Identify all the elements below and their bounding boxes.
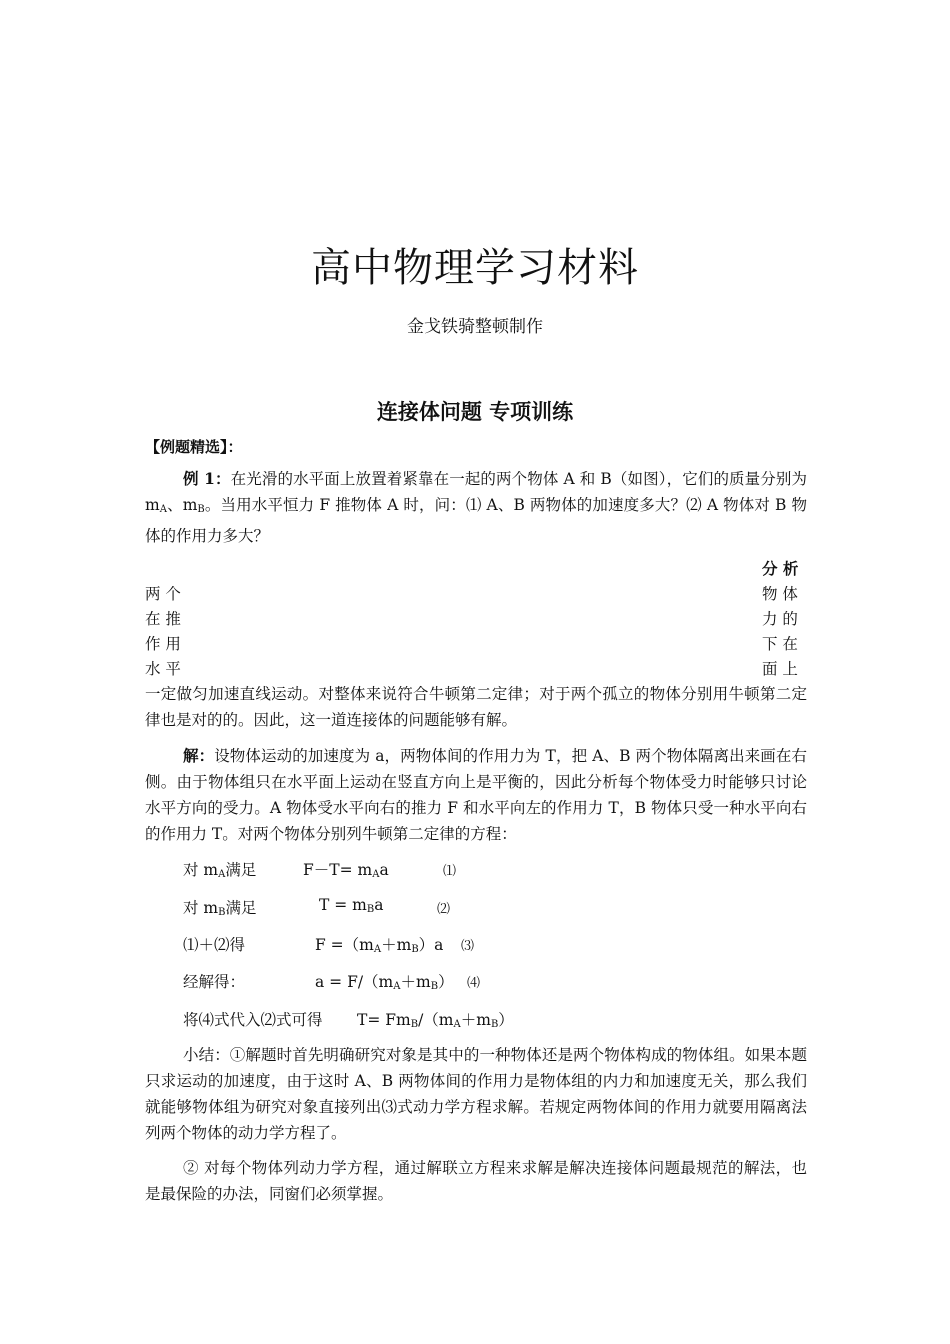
equation-label: 对 $m_B$满足 <box>183 899 257 918</box>
solution-text: 设物体运动的加速度为 a，两物体间的作用力为 T，把 A、B 两个物体隔离出来画在右侧。由于物体组只在水平面上运动在竖直方向上是平衡的，因此分析每个物体受力时能够只讨论水平方向的受力。A 物体受水平向右的推力 F 和水平向左的作用力 T，B 物体只受一种水平向右的作用力 T。对两个物体分别列牛顿第二定律的方程： <box>145 747 807 843</box>
analysis-left-1: 两 个 <box>145 585 181 603</box>
example1-sub-b: B <box>197 504 205 515</box>
example1-sub-a: A <box>159 504 167 515</box>
summary-paragraph-2: ② 对每个物体列动力学方程，通过解联立方程来求解是解决连接体问题最规范的解法，也是最保险的办法，同窗们必须掌握。 <box>145 1159 807 1203</box>
equation-formula: $a = F/(m_A+m_B)$ <box>315 973 454 992</box>
equation-label: 对 $m_A$满足 <box>183 861 257 880</box>
analysis-left-4: 水 平 <box>145 660 181 678</box>
example1-paragraph <box>145 466 807 549</box>
example1-label: 例 1： <box>183 469 231 488</box>
analysis-right-4: 面 上 <box>762 660 798 678</box>
equation-formula: $F =(m_A+m_B)a$ <box>315 936 444 955</box>
analysis-left-3: 作 用 <box>145 635 181 653</box>
equation-formula: $F-T= m_Aa$ <box>303 861 389 880</box>
equation-formula: $T = m_Ba$ <box>319 896 384 915</box>
page-title: 高中物理学习材料 <box>311 245 639 291</box>
equation-number: ⑵ <box>437 902 451 917</box>
equation-label: 将⑷式代入⑵式可得 <box>183 1011 323 1029</box>
analysis-right-2: 力 的 <box>762 610 798 628</box>
analysis-continuation: 一定做匀加速直线运动。对整体来说符合牛顿第二定律；对于两个孤立的物体分别用牛顿第二定律也是对的的。因此，这一道连接体的问题能够有解。 <box>145 685 807 729</box>
analysis-right-3: 下 在 <box>762 635 798 653</box>
analysis-label: 分 析 <box>762 559 799 578</box>
author-line: 金戈铁骑整顿制作 <box>407 317 543 337</box>
summary-paragraph-1: 小结：①解题时首先明确研究对象是其中的一种物体还是两个物体构成的物体组。如果本题只求运动的加速度，由于这时 A、B 两物体间的作用力是物体组的内力和加速度无关，那么我们就能够物体组为研究对象直接列出⑶式动力学方程求解。若规定两物体间的作用力就要用隔离法列两个物体的动力学方程了。 <box>145 1046 807 1142</box>
analysis-right-1: 物 体 <box>762 585 798 603</box>
example1-text-a: 在光滑的水平面上放置着紧靠在一起的两个物体 A 和 B（如图），它们的质量分别为 m <box>145 470 807 514</box>
equation-number: ⑷ <box>467 976 481 991</box>
equation-number: ⑴ <box>443 864 457 879</box>
equation-label: 经解得： <box>183 973 246 991</box>
solution-label: 解： <box>183 746 215 765</box>
equation-number: ⑶ <box>461 939 475 954</box>
example1-text-c: 。当用水平恒力 F 推物体 A 时，问：⑴ A、B 两物体的加速度多大？⑵ A 物体对 B 物体的作用力多大？ <box>145 496 807 545</box>
equation-formula: $T= Fm_B/(m_A+m_B)$ <box>357 1011 514 1030</box>
solution-paragraph <box>145 743 807 847</box>
equation-label: ⑴＋⑵得 <box>183 936 246 954</box>
example1-text-b: 、m <box>166 496 198 514</box>
document-title: 连接体问题 专项训练 <box>376 399 574 424</box>
section-label: 【例题精选】： <box>145 438 243 456</box>
analysis-left-2: 在 推 <box>145 610 181 628</box>
